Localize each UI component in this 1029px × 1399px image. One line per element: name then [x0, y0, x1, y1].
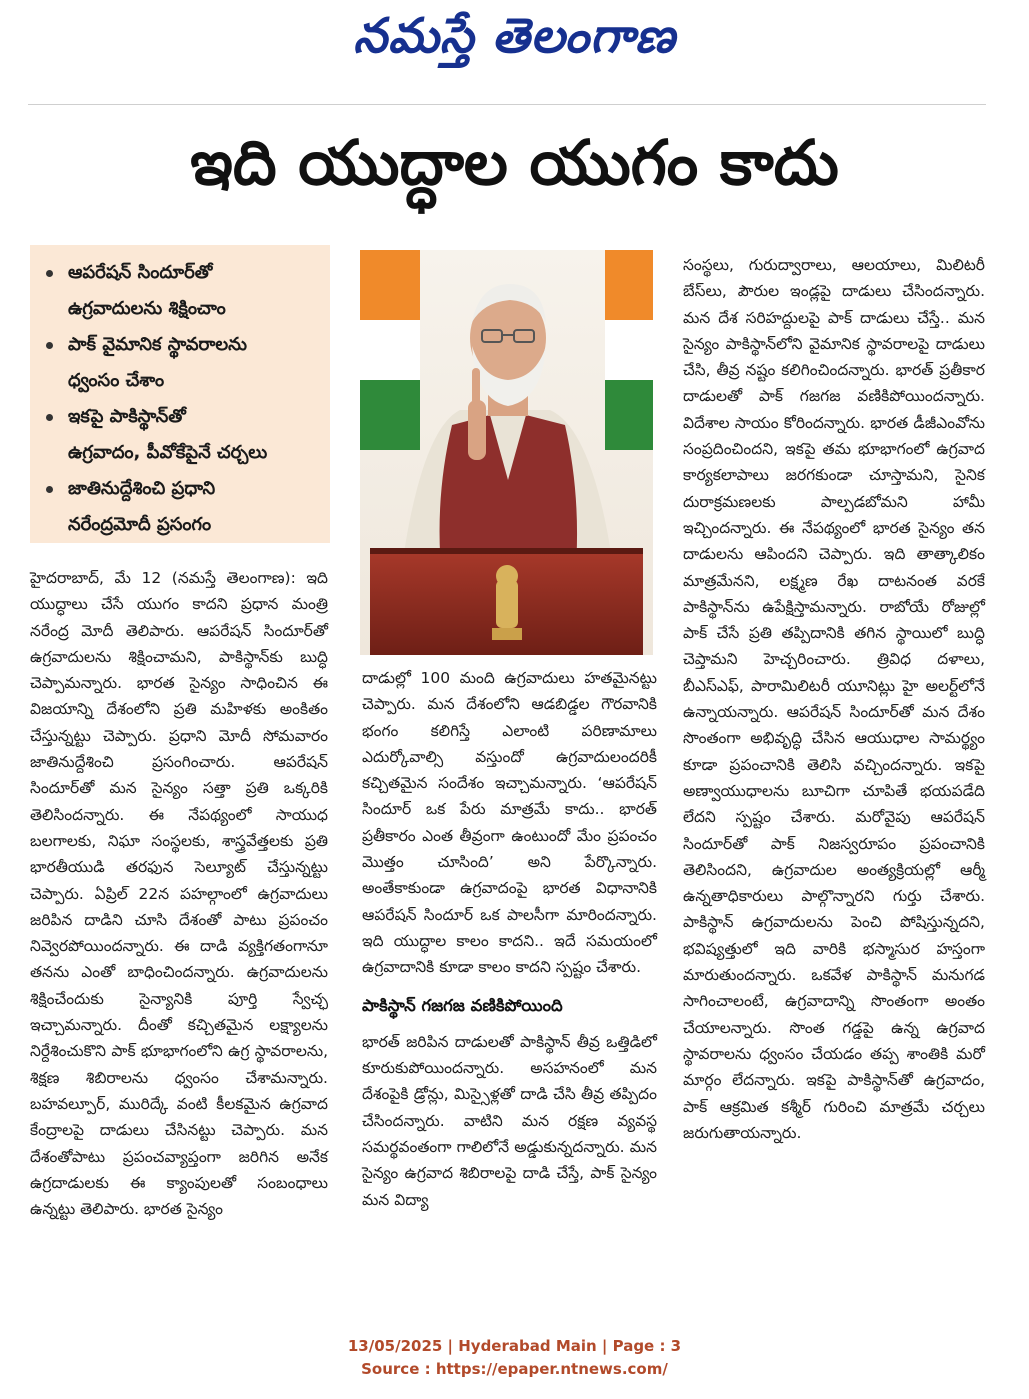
highlight-line: పాక్ వైమానిక స్థావరాలను — [68, 334, 247, 355]
flag-right — [605, 250, 653, 450]
highlight-line: ఉగ్రవాదులను శిక్షించాం — [68, 298, 226, 319]
highlight-line: ధ్వంసం చేశాం — [68, 370, 165, 391]
headline: ఇది యుద్ధాల యుగం కాదు — [190, 126, 839, 199]
article-text: సంస్థలు, గురుద్వారాలు, ఆలయాలు, మిలిటరీ బేస్‌లు, పౌరుల ఇండ్లపై దాడులు చేసిందన్నారు. మన దేశ సరిహద్దులపై పాక్ దాడులు చేస్తే.. మన సైన్యం పాకిస్థాన్‌లోని వైమానిక స్థావరాలపై దాడులు చేసి, తీవ్ర నష్టం కలిగించిందన్నారు. భారత్ ప్రతీకార దాడులతో పాక్ గజగజ వణికిపోయిందన్నారు. విదేశాల సాయం కోరిందన్నారు. భారత డీజీఎంవోను సంప్రదించిందని, ఇకపై తమ భూభాగంలో ఉగ్రవాద కార్యకలాపాలు జరగకుండా చూస్తామని, సైనిక దురాక్రమణలకు పాల్పడబోమని హామీ ఇచ్చిందన్నారు. ఈ నేపథ్యంలో భారత సైన్యం తన దాడులను ఆపిందని చెప్పారు. ఇది తాత్కాలికం మాత్రమేనని, లక్ష్మణ రేఖ దాటనంత వరకే పాకిస్థాన్‌ను ఉపేక్షిస్తామన్నారు. రాబోయే రోజుల్లో పాక్ చేసే ప్రతి తప్పిదానికి తగిన స్థాయిలో బుద్ధి చెప్తామని హెచ్చరించారు. త్రివిధ దళాలు, బీఎస్‌ఎఫ్, పారామిలిటరీ యూనిట్లు హై అలర్ట్‌లోనే ఉన్నాయన్నారు. ఆపరేషన్ సిందూర్‌తో మన దేశం సొంతంగా అభివృద్ధి చేసిన ఆయుధాల సామర్థ్యం కూడా ప్రపంచానికి తెలిసి వచ్చిందన్నారు. ఇకపై అణ్వాయుధాలను బూచిగా చూపితే భయపడేది లేదని స్పష్టం చేశారు. మరోవైపు ఆపరేషన్ సిందూర్‌తో పాక్ నిజస్వరూపం ప్రపంచానికి తెలిసిందని, ఉగ్రవాదుల అంత్యక్రియల్లో ఆర్మీ ఉన్నతాధికారులు పాల్గొన్నారని గుర్తు చేశారు. పాకిస్థాన్ ఉగ్రవాదులను పెంచి పోషిస్తున్నదని, భవిష్యత్తులో ఇది వారికి భస్మాసుర హస్తంగా మారుతుందన్నారు. ఒకవేళ పాకిస్థాన్ మనుగడ సాగించాలంటే, ఉగ్రవాదాన్ని సొంతంగా అంతం చేయాలన్నారు. సొంత గడ్డపై ఉన్న ఉగ్రవాద స్థావరాలను ధ్వంసం చేయడం తప్ప శాంతికి మరో మార్గం లేదన్నారు. ఇకపై పాకిస్థాన్‌తో ఉగ్రవాదం, పాక్ ఆక్రమిత కశ్మీర్ గురించి మాత్రమే చర్చలు జరుగుతాయన్నారు. — [683, 256, 985, 1142]
highlight-line: నరేంద్రమోదీ ప్రసంగం — [68, 514, 212, 535]
bullet-icon — [46, 342, 53, 349]
article-text: దాడుల్లో 100 మంది ఉగ్రవాదులు హతమైనట్టు చెప్పారు. మన దేశంలోని ఆడబిడ్డల గౌరవానికి భంగం కలిగిస్తే ఎలాంటి పరిణామాలు ఎదుర్కోవాల్సి వస్తుందో ఉగ్రవాదులందరికీ కచ్చితమైన సందేశం ఇచ్చామన్నారు. ‘ఆపరేషన్ సిందూర్ ఒక పేరు మాత్రమే కాదు.. భారత్ ప్రతీకారం ఎంత తీవ్రంగా ఉంటుందో మేం ప్రపంచం మొత్తం చూసింది’ అని పేర్కొన్నారు. అంతేకాకుండా ఉగ్రవాదంపై భారత విధానానికి ఆపరేషన్ సిందూర్ ఒక పాలసీగా మారిందన్నారు. ఇది యుద్ధాల కాలం కాదని.. ఇదే సమయంలో ఉగ్రవాదానికి కూడా కాలం కాదని స్పష్టం చేశారు. — [362, 669, 657, 977]
highlight-line: ఉగ్రవాదం, పీవోకేపైనే చర్చలు — [68, 442, 268, 463]
highlight-line: ఆపరేషన్ సిందూర్‌తో — [68, 262, 213, 283]
bullet-icon — [46, 486, 53, 493]
national-emblem-icon — [492, 565, 522, 640]
highlight-item — [44, 399, 324, 471]
bullet-icon — [46, 270, 53, 277]
flag-left — [360, 250, 420, 450]
highlight-item — [44, 327, 324, 399]
highlight-item — [44, 255, 324, 327]
masthead-text: నమస్తే తెలంగాణ — [353, 8, 676, 64]
article-column-3 — [683, 252, 985, 1146]
article-text: భారత్ జరిపిన దాడులతో పాకిస్థాన్ తీవ్ర ఒత్తిడిలో కూరుకుపోయిందన్నారు. అసహనంలో మన దేశంపైకి డ్రోన్లు, మిస్సైళ్లతో దాడి చేసి తీవ్ర తప్పిదం చేసిందన్నారు. వాటిని మన రక్షణ వ్యవస్థ సమర్థవంతంగా గాలిలోనే అడ్డుకున్నదన్నారు. మన సైన్యం ఉగ్రవాద శిబిరాలపై దాడి చేస్తే, పాక్ సైన్యం మన విద్యా — [362, 1032, 657, 1209]
masthead-divider — [28, 104, 986, 105]
article-column-2 — [362, 665, 657, 1213]
article-column-1 — [30, 565, 328, 1222]
highlight-item — [44, 471, 324, 543]
bullet-icon — [46, 414, 53, 421]
highlights-box — [30, 245, 330, 543]
article-text: హైదరాబాద్, మే 12 (నమస్తే తెలంగాణ): ఇది యుద్ధాలు చేసే యుగం కాదని ప్రధాన మంత్రి నరేంద్ర మోదీ తెలిపారు. ఆపరేషన్ సిందూర్‌తో ఉగ్రవాదులను శిక్షించామని, పాకిస్థాన్‌కు బుద్ధి చెప్పామన్నారు. భారత సైన్యం సాధించిన ఈ విజయాన్ని దేశంలోని ప్రతి మహిళకు అంకితం చేస్తున్నట్టు చెప్పారు. ప్రధాని మోదీ సోమవారం జాతినుద్దేశించి ప్రసంగించారు. ఆపరేషన్ సిందూర్‌తో మన సైన్యం సత్తా ప్రతి ఒక్కరికి తెలిసిందన్నారు. ఈ నేపథ్యంలో సాయుధ బలగాలకు, నిఘా సంస్థలకు, శాస్త్రవేత్తలకు ప్రతి భారతీయుడి తరఫున సెల్యూట్ చేస్తున్నట్టు చెప్పారు. ఏప్రిల్ 22న పహల్గాంలో ఉగ్రవాదులు జరిపిన దాడిని చూసి దేశంతో పాటు ప్రపంచం నివ్వెరపోయిందన్నారు. ఈ దాడి వ్యక్తిగతంగానూ తనను ఎంతో బాధించిందన్నారు. ఉగ్రవాదులను శిక్షించేందుకు సైన్యానికి పూర్తి స్వేచ్ఛ ఇచ్చామన్నారు. దీంతో కచ్చితమైన లక్ష్యాలను నిర్దేశించుకొని పాక్ భూభాగంలోని ఉగ్ర స్థావరాలను, శిక్షణ శిబిరాలను ధ్వంసం చేశామన్నారు. బహవల్పూర్, మురిద్కే వంటి కీలకమైన ఉగ్రవాద కేంద్రాలపై దాడులు చేసినట్టు చెప్పారు. మన దేశంతోపాటు ప్రపంచవ్యాప్తంగా జరిగిన అనేక ఉగ్రదాడులకు ఈ క్యాంపులతో సంబంధాలు ఉన్నట్టు తెలిపారు. భారత సైన్యం — [30, 569, 328, 1219]
highlight-line: ఇకపై పాకిస్థాన్‌తో — [68, 406, 186, 427]
masthead-logo — [0, 8, 1029, 76]
article-subhead: పాకిస్థాన్ గజగజ వణికిపోయింది — [362, 995, 563, 1015]
highlight-line: జాతినుద్దేశించి ప్రధాని — [68, 478, 216, 499]
footer-source: Source : https://epaper.ntnews.com/ — [361, 1360, 668, 1378]
news-photo — [360, 250, 653, 655]
speaker-photo-illustration — [360, 250, 653, 655]
footer-date-page: 13/05/2025 | Hyderabad Main | Page : 3 — [347, 1337, 682, 1355]
